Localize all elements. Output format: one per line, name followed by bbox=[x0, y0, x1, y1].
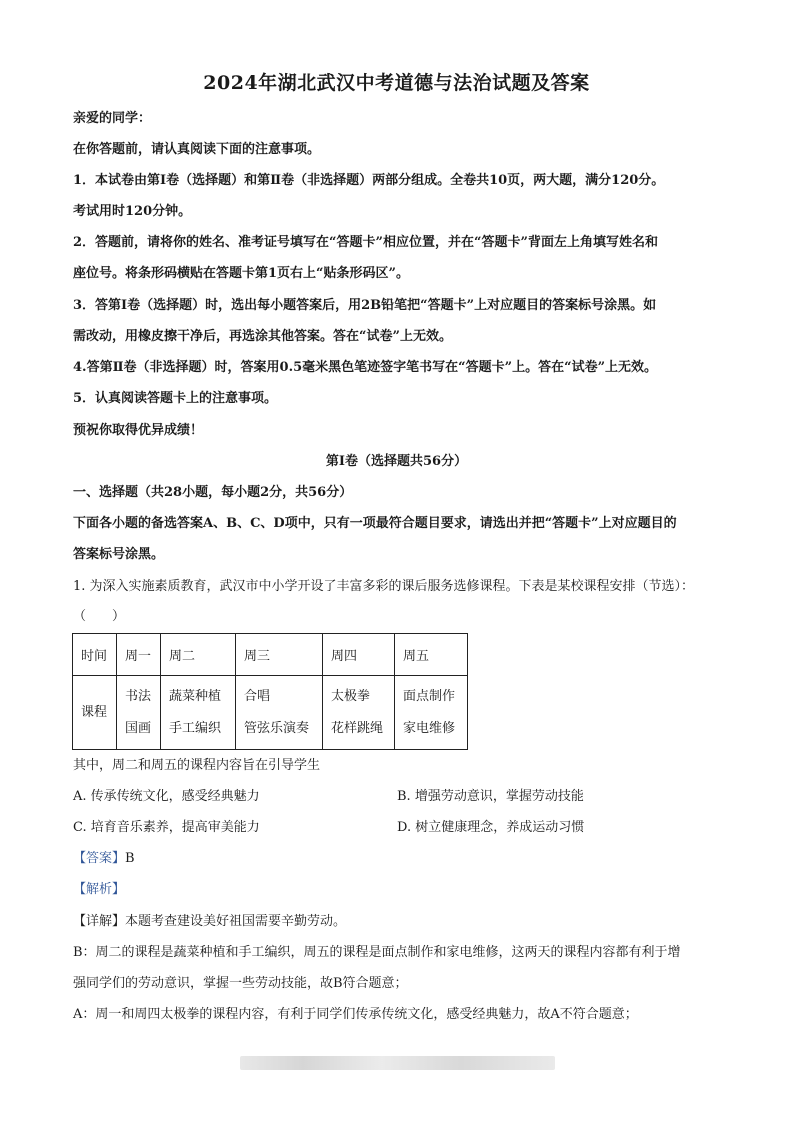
directions-a: 下面各小题的备选答案A、B、C、D项中，只有一项最符合题目要求，请选出并把“答题卡”上对应题目的 bbox=[73, 516, 677, 531]
table-cell bbox=[323, 676, 395, 750]
table-cell bbox=[395, 676, 468, 750]
note-4: 4.答第Ⅱ卷（非选择题）时，答案用0.5毫米黑色笔迹签字笔书写在“答题卡”上。答在“试卷”上无效。 bbox=[73, 360, 658, 375]
instruction: 在你答题前，请认真阅读下面的注意事项。 bbox=[73, 142, 321, 157]
header-cell: 周一 bbox=[117, 634, 161, 676]
detail-line: 【详解】本题考查建设美好祖国需要辛勤劳动。 bbox=[73, 914, 347, 929]
option-b: B. 增强劳动意识，掌握劳动技能 bbox=[397, 789, 584, 804]
course-name: 蔬菜种植 bbox=[169, 688, 222, 704]
explain-b-b: 强同学们的劳动意识，掌握一些劳动技能，故B符合题意； bbox=[73, 976, 408, 991]
explain-b-a: B：周二的课程是蔬菜种植和手工编织，周五的课程是面点制作和家电维修，这两天的课程内容都有利于增 bbox=[73, 945, 681, 960]
question-text: 其中，周二和周五的课程内容旨在引导学生 bbox=[73, 758, 321, 773]
analysis-label: 【解析】 bbox=[73, 882, 126, 897]
blurred-watermark bbox=[240, 1056, 555, 1070]
table-cell bbox=[117, 676, 161, 750]
note-3b: 需改动，用橡皮擦干净后，再选涂其他答案。答在“试卷”上无效。 bbox=[73, 329, 452, 344]
greeting: 亲爱的同学： bbox=[73, 111, 152, 126]
note-5: 5．认真阅读答题卡上的注意事项。 bbox=[73, 391, 278, 406]
note-1a: 1．本试卷由第Ⅰ卷（选择题）和第Ⅱ卷（非选择题）两部分组成。全卷共10页，两大题，满分120分。 bbox=[73, 173, 665, 188]
explain-a: A：周一和周四太极拳的课程内容，有利于同学们传承传统文化，感受经典魅力，故A不符合题意； bbox=[73, 1007, 638, 1022]
table-header-row bbox=[73, 634, 468, 676]
wish: 预祝你取得优异成绩！ bbox=[73, 423, 204, 438]
course-name: 书法 bbox=[125, 688, 152, 704]
option-c: C. 培育音乐素养，提高审美能力 bbox=[73, 820, 260, 835]
answer-blank: （ ） bbox=[73, 609, 126, 624]
directions-b: 答案标号涂黑。 bbox=[73, 547, 165, 562]
course-name: 国画 bbox=[125, 720, 152, 736]
course-name: 手工编织 bbox=[169, 720, 222, 736]
header-cell: 周三 bbox=[236, 634, 323, 676]
header-cell: 时间 bbox=[73, 634, 117, 676]
page-title: 2024年湖北武汉中考道德与法治试题及答案 bbox=[203, 72, 590, 94]
course-name: 家电维修 bbox=[403, 720, 456, 736]
header-cell: 周五 bbox=[395, 634, 468, 676]
section-heading: 一、选择题（共28小题，每小题2分，共56分） bbox=[73, 485, 353, 500]
course-name: 花样跳绳 bbox=[331, 720, 384, 736]
schedule-table bbox=[72, 633, 468, 750]
course-name: 管弦乐演奏 bbox=[244, 720, 310, 736]
course-name: 面点制作 bbox=[403, 688, 456, 704]
note-2b: 座位号。将条形码横贴在答题卡第1页右上“贴条形码区”。 bbox=[73, 266, 410, 281]
header-cell: 周四 bbox=[323, 634, 395, 676]
option-d: D. 树立健康理念，养成运动习惯 bbox=[397, 820, 585, 835]
note-3a: 3．答第Ⅰ卷（选择题）时，选出每小题答案后，用2B铅笔把“答题卡”上对应题目的答案标号涂黑。如 bbox=[73, 298, 657, 313]
part-heading: 第Ⅰ卷（选择题共56分） bbox=[325, 454, 468, 469]
course-name: 太极拳 bbox=[331, 688, 371, 704]
question-stem: 1. 为深入实施素质教育，武汉市中小学开设了丰富多彩的课后服务选修课程。下表是某校课程安排（节选）： bbox=[73, 579, 695, 594]
answer-line bbox=[73, 849, 723, 869]
table-cell bbox=[236, 676, 323, 750]
option-a: A. 传承传统文化，感受经典魅力 bbox=[73, 789, 260, 804]
answer-value: B bbox=[125, 851, 135, 866]
note-2a: 2．答题前，请将你的姓名、准考证号填写在“答题卡”相应位置，并在“答题卡”背面左上角填写姓名和 bbox=[73, 235, 658, 250]
answer-label: 【答案】 bbox=[73, 851, 126, 866]
note-1b: 考试用时120分钟。 bbox=[73, 204, 192, 219]
table-cell bbox=[161, 676, 236, 750]
table-row bbox=[73, 676, 468, 750]
header-cell: 周二 bbox=[161, 634, 236, 676]
course-name: 合唱 bbox=[244, 688, 271, 704]
row-label: 课程 bbox=[73, 676, 117, 750]
